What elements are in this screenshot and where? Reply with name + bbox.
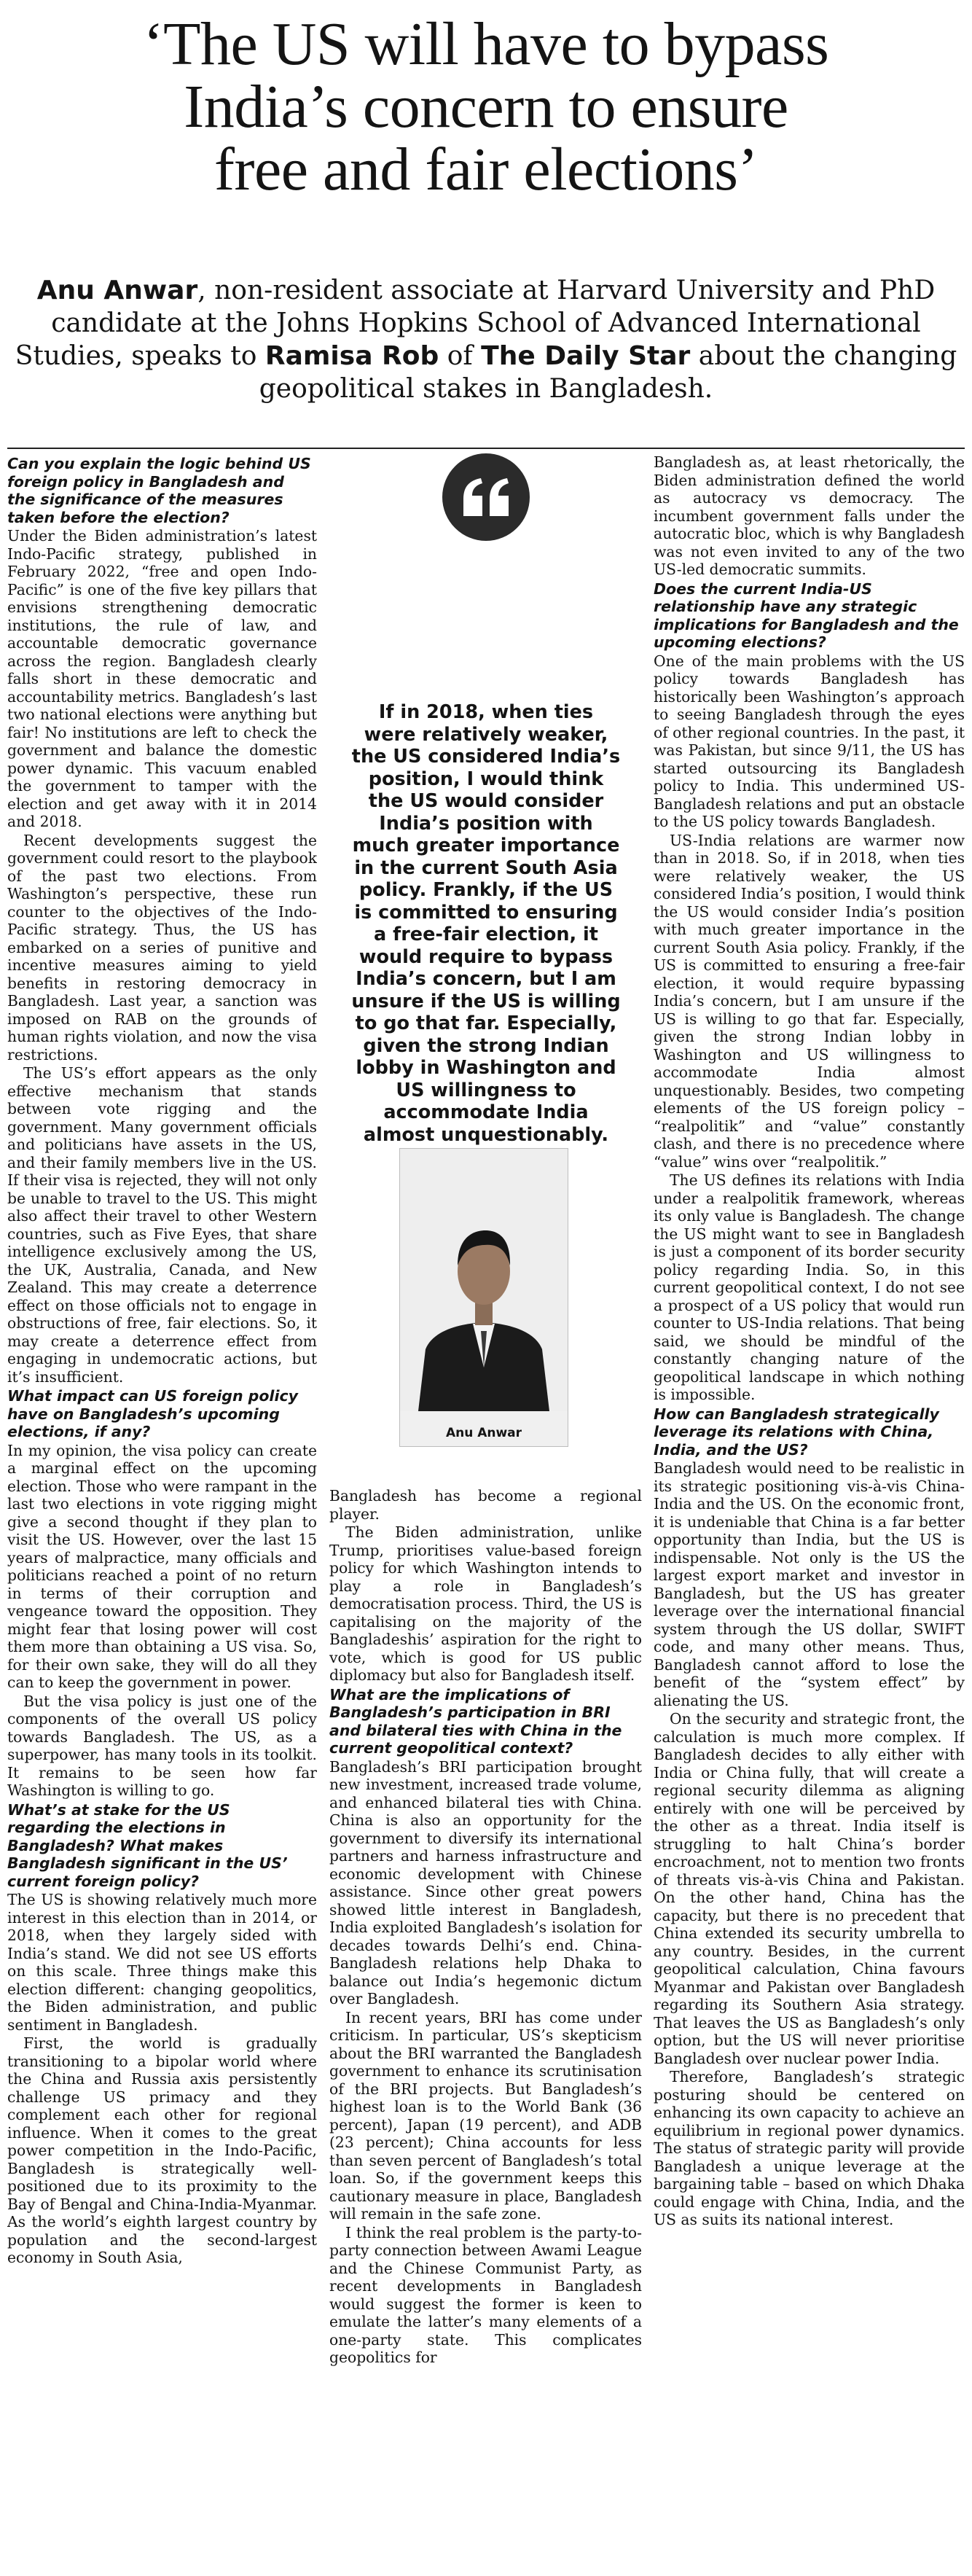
photo-caption: Anu Anwar [445,1426,522,1440]
portrait-image [400,1149,568,1411]
answer-paragraph: But the visa policy is just one of the components of the overall US policy towards Bangladesh. The US, as a superpower, has many tools in its toolkit. It remains to be seen how far Washington is willing to go. [7,1692,317,1799]
question-4: What are the implications of Bangladesh’s participation in BRI and bilateral ties with China in the current geopolitical context? [329,1685,622,1757]
standfirst [7,274,965,405]
divider [7,448,965,449]
article-column-3 [654,453,965,2570]
pull-quote-text: If in 2018, when ties were relatively weaker, the US considered India’s position, I would think the US would consider India’s position with much greater importance in the current South Asia policy. Frankly, if the US is committed to ensuring a free-fair election, it would require to bypass India’s concern, but I am unsure if the US is willing to go that far. Especially, given the strong Indian lobby in Washington and US willingness to accommodate India almost unquestionably. [351,701,621,1146]
answer-paragraph: First, the world is gradually transitioning to a bipolar world where the China and Russia axis persistently challenge US primacy and they complement each other for regional influence. When it comes to the great power competition in the Indo-Pacific, Bangladesh is strategically well-positioned due to its proximity to the Bay of Bengal and China-India-Myanmar. As the world’s eighth largest country by population and the second-largest economy in South Asia, [7,2034,317,2266]
headline-line-2: India’s concern to ensure [184,73,788,141]
answer-paragraph: In my opinion, the visa policy can create a marginal effect on the upcoming election. Those who were rampant in the last two elections in vote rigging might give a second thought if they plan to visit the US. However, over the last 15 years of malpractice, many officials and politicians reached a point of no return in terms of their corruption and vengeance toward the opposition. They might fear that losing power will cost them more than obtaining a US visa. So, for their own sake, they will do all they can to keep the government in power. [7,1441,317,1691]
interviewer-name: Ramisa Rob [264,341,439,371]
portrait-photo [399,1148,568,1447]
article-column-1 [7,453,317,2570]
answer-paragraph: In recent years, BRI has come under criticism. In particular, US’s skepticism about the BRI warranted the Bangladesh government to enhance its scrutinisation of the BRI projects. But Bangladesh’s highest loan is to the World Bank (36 percent), Japan (19 percent), and ADB (23 percent); China accounts for less than seven percent of Bangladesh’s total loan. So, if the government keeps this cautionary measure in place, Bangladesh will remain in the safe zone. [329,2008,642,2222]
answer-paragraph: Recent developments suggest the government could resort to the playbook of the past two elections. From Washington’s perspective, these run counter to the objectives of the Indo-Pacific strategy. Thus, the US has embarked on a series of punitive and incentive measures aiming to yield benefits in restoring democracy in Bangladesh. Last year, a sanction was imposed on RAB on the grounds of human rights violation, and now the visa restrictions. [7,831,317,1063]
question-5: Does the current India-US relationship have any strategic implications for Bangladesh and the upcoming elections? [654,579,959,651]
quotation-mark-icon [442,453,530,541]
interviewee-name: Anu Anwar [36,276,198,305]
answer-paragraph: The Biden administration, unlike Trump, prioritises value-based foreign policy for which Washington intends to play a role in Bangladesh’s democratisation process. Third, the US is capitalising on the majority of the Bangladeshis’ aspiration for the right to vote, which is good for US public diplomacy but also for Bangladesh itself. [329,1523,642,1684]
standfirst-text-3: about the changing geopolitical stakes in Bangladesh. [259,341,957,404]
answer-paragraph: Bangladesh would need to be realistic in its strategic positioning vis-à-vis China-India and the US. On the economic front, it is undeniable that China is a far better opportunity than India, but the US is indispensable. Not only is the US the largest export market and investor in Bangladesh, but the US has greater leverage over the international financial system through the US dollar, SWIFT code, and many other means. Thus, Bangladesh cannot afford to lose the benefit of the “system effect” by alienating the US. [654,1459,965,1709]
question-6: How can Bangladesh strategically leverage its relations with China, India, and the US? [654,1405,939,1459]
answer-paragraph: Therefore, Bangladesh’s strategic posturing should be centered on enhancing its own capacity to achieve an equilibrium in regional power dynamics. The status of strategic parity will provide Bangladesh a unique leverage at the bargaining table – based on which Dhaka could engage with China, India, and the US as suits its national interest. [654,2068,965,2228]
answer-paragraph: Bangladesh as, at least rhetorically, the Biden administration defined the world as autocracy vs democracy. The incumbent government falls under the autocratic bloc, which is why Bangladesh was not even invited to any of the two US-led democratic summits. [654,453,965,578]
standfirst-text-2: of [439,341,482,371]
publication-name: The Daily Star [481,341,691,371]
article-column-2 [329,1487,642,2570]
question-3: What’s at stake for the US regarding the elections in Bangladesh? What makes Bangladesh significant in the US’ current foreign policy? [7,1800,288,1890]
answer-paragraph: The US is showing relatively much more interest in this election than in 2014, or 2018, when they largely sided with India’s stand. We did not see US efforts on this scale. Three things make this election different: changing geopolitics, the Biden administration, and public sentiment in Bangladesh. [7,1891,317,2034]
answer-paragraph: The US defines its relations with India under a realpolitik framework, whereas its only value is Bangladesh. The change the US might want to see in Bangladesh is just a component of its border security policy regarding India. So, in this current geopolitical context, I do not see a prospect of a US policy that would run counter to US-India relations. That being said, we should be mindful of the constantly changing nature of the geopolitical landscape in which nothing is impossible. [654,1171,965,1403]
standfirst-text-1: , non-resident associate at Harvard University and PhD candidate at the Johns Hopkins School of Advanced International Studies, speaks to [15,276,936,371]
headline [15,10,957,203]
answer-paragraph: One of the main problems with the US policy towards Bangladesh has historically been Washington’s approach to seeing Bangladesh through the eyes of other regional countries. In the past, it was Pakistan, but since 9/11, the US has started outsourcing its Bangladesh policy to India. This undermined US-Bangladesh relations and put an obstacle to the US policy towards Bangladesh. [654,652,965,830]
headline-line-1: ‘The US will have to bypass [143,10,829,78]
answer-paragraph: Under the Biden administration’s latest Indo-Pacific strategy, published in February 2022, “free and open Indo-Pacific” is one of the five key pillars that envisions strengthening democratic institutions, the rule of law, and accountable democratic governance across the region. Bangladesh clearly falls short in these democratic and accountability metrics. Bangladesh’s last two national elections were anything but fair! No institutions are left to check the government and balance the domestic power dynamic. This vacuum enabled the government to tamper with the election and get away with it in 2014 and 2018. [7,527,317,830]
answer-paragraph: Bangladesh has become a regional player. [329,1487,642,1523]
question-2: What impact can US foreign policy have on Bangladesh’s upcoming elections, if any? [7,1387,298,1440]
pull-quote [329,453,642,1146]
headline-line-3: free and fair elections’ [214,136,758,203]
answer-paragraph: US-India relations are warmer now than in 2018. So, if in 2018, when ties were relatively weaker, the US considered India’s position, I would think the US would consider India’s position with much greater importance in the current South Asia policy. Frankly, if the US is committed to ensuring a free-fair election, it would require bypassing India’s concern, but I am unsure if the US is willing to go that far. Especially, given the strong Indian lobby in Washington and US willingness to accommodate India almost unquestionably. Besides, two competing elements of the US foreign policy – “realpolitik” and “value” constantly clash, and there is no precedence where “value” wins over “realpolitik.” [654,831,965,1171]
question-1: Can you explain the logic behind US foreign policy in Bangladesh and the significance of the measures taken before the election? [7,455,311,526]
answer-paragraph: I think the real problem is the party-to-party connection between Awami League and the Chinese Communist Party, as recent developments in Bangladesh would suggest the former is keen to emulate the latter’s many elements of a one-party state. This complicates geopolitics for [329,2223,642,2366]
answer-paragraph: Bangladesh’s BRI participation brought new investment, increased trade volume, and enhanced bilateral ties with China. China is also an opportunity for the government to diversify its international partners and harness infrastructure and economic development with Chinese assistance. Since other great powers showed little interest in Bangladesh, India exploited Bangladesh’s isolation for decades towards Delhi’s end. China-Bangladesh relations help Dhaka to balance out India’s hegemonic dictum over Bangladesh. [329,1757,642,2007]
answer-paragraph: On the security and strategic front, the calculation is much more complex. If Bangladesh decides to ally either with India or China fully, that will create a regional security dilemma as aligning entirely with one will be perceived by the other as a threat. India itself is struggling to halt China’s border encroachment, not to mention two fronts of threats vis-à-vis China and Pakistan. On the other hand, China has the capacity, but there is no precedent that China extended its security umbrella to any country. Besides, in the current geopolitical calculation, China favours Myanmar and Pakistan over Bangladesh regarding its Southern Asia strategy. That leaves the US as Bangladesh’s only option, but the US will never prioritise Bangladesh over nuclear power India. [654,1710,965,2067]
answer-paragraph: The US’s effort appears as the only effective mechanism that stands between vote rigging and the government. Many government officials and politicians have assets in the US, and their family members live in the US. If their visa is rejected, they will not only be unable to travel to the US. This might also affect their travel to other Western countries, such as Five Eyes, that share intelligence exclusively among the US, the UK, Australia, Canada, and New Zealand. This may create a deterrence effect on those officials not to engage in obstructions of free, fair elections. So, it may create a deterrence effect from engaging in undemocratic actions, but it’s insufficient. [7,1064,317,1386]
